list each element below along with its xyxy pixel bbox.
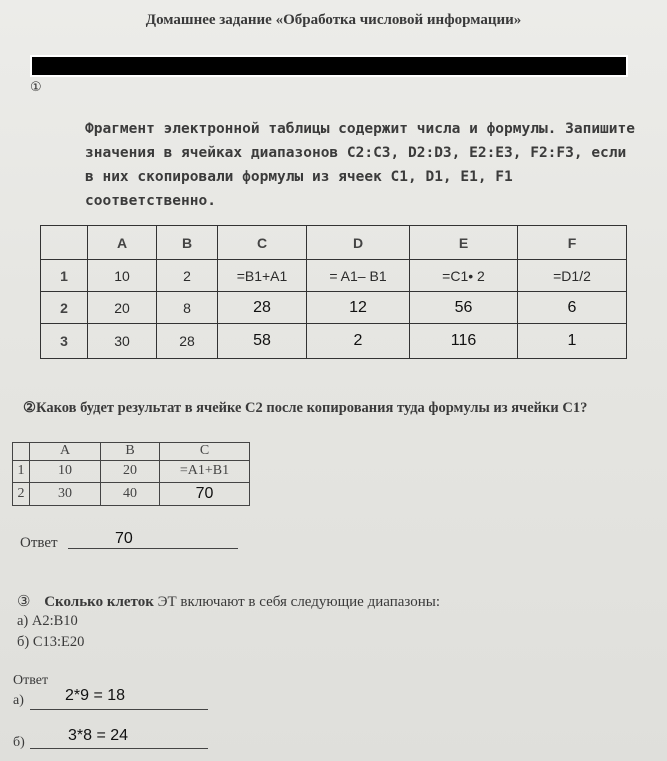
task2-answer-value: 70: [115, 530, 133, 547]
corner-cell: [41, 226, 88, 260]
task2-answer-line: [68, 548, 238, 549]
table-row: [13, 460, 250, 483]
row-header: 2: [41, 292, 88, 324]
table-row: [13, 483, 250, 506]
task1-table: [40, 225, 627, 359]
cell: 8: [157, 292, 218, 324]
page-title: Домашнее задание «Обработка числовой информации»: [145, 12, 522, 28]
col-header-b: B: [101, 443, 160, 461]
task3-b-line: [30, 748, 208, 749]
task2-question: [23, 400, 587, 417]
task1-text: Фрагмент электронной таблицы содержит числа и формулы. Запишите значения в ячейках диапазонов C2:C3, D2:D3, E2:E3, F2:F3, если в них скопировали формулы из ячеек C1, D1, E1, F1 соответственно.: [85, 121, 635, 209]
col-header-a: A: [30, 443, 101, 461]
task1-number: ①: [30, 80, 42, 95]
col-header-d: D: [307, 226, 410, 260]
row-header: 1: [41, 260, 88, 292]
task2-table: [12, 442, 250, 506]
task3-text-bold: Сколько клеток: [44, 594, 154, 610]
cell: = A1– B1: [307, 260, 410, 292]
answer-cell: 1: [518, 324, 627, 359]
cell: =D1/2: [518, 260, 627, 292]
cell: 30: [30, 483, 101, 506]
task3-option-b: б) C13:E20: [17, 634, 85, 650]
answer-cell: 70: [160, 483, 250, 506]
task2-text: Каков будет результат в ячейке C2 после копирования туда формулы из ячейки C1?: [36, 400, 588, 416]
task3-a-value: 2*9 = 18: [65, 687, 126, 704]
cell: =A1+B1: [160, 460, 250, 483]
task2-number: ②: [23, 400, 36, 416]
table-row: [41, 260, 627, 292]
task2-answer-label: Ответ: [20, 535, 58, 551]
cell: 10: [88, 260, 157, 292]
task3-question: [17, 592, 440, 611]
cell: 2: [157, 260, 218, 292]
task3-answer-label: Ответ: [13, 673, 49, 688]
row-header: 3: [41, 324, 88, 359]
corner-cell: [13, 443, 30, 461]
task3-text-rest: ЭТ включают в себя следующие диапазоны:: [153, 594, 441, 610]
col-header-c: C: [218, 226, 307, 260]
task3-b-value: 3*8 = 24: [68, 727, 129, 744]
task3-number: ③: [17, 594, 31, 610]
row-header: 2: [13, 483, 30, 506]
col-header-f: F: [518, 226, 627, 260]
answer-cell: 28: [218, 292, 307, 324]
answer-cell: 58: [218, 324, 307, 359]
cell: =B1+A1: [218, 260, 307, 292]
cell: 30: [88, 324, 157, 359]
row-header: 1: [13, 460, 30, 483]
task3-a-label: а): [13, 693, 24, 708]
answer-cell: 6: [518, 292, 627, 324]
cell: 20: [101, 460, 160, 483]
col-header-b: B: [157, 226, 218, 260]
cell: 40: [101, 483, 160, 506]
col-header-c: C: [160, 443, 250, 461]
table-row: [41, 292, 627, 324]
task3-a-line: [30, 709, 208, 710]
answer-cell: 116: [410, 324, 518, 359]
cell: 28: [157, 324, 218, 359]
cell: 20: [88, 292, 157, 324]
answer-cell: 2: [307, 324, 410, 359]
redaction-bar: [30, 55, 628, 77]
answer-cell: 56: [410, 292, 518, 324]
cell: 10: [30, 460, 101, 483]
col-header-a: A: [88, 226, 157, 260]
table-row: [41, 324, 627, 359]
cell: =C1• 2: [410, 260, 518, 292]
task3-b-label: б): [13, 735, 25, 750]
col-header-e: E: [410, 226, 518, 260]
task3-option-a: а) A2:B10: [17, 613, 78, 629]
answer-cell: 12: [307, 292, 410, 324]
